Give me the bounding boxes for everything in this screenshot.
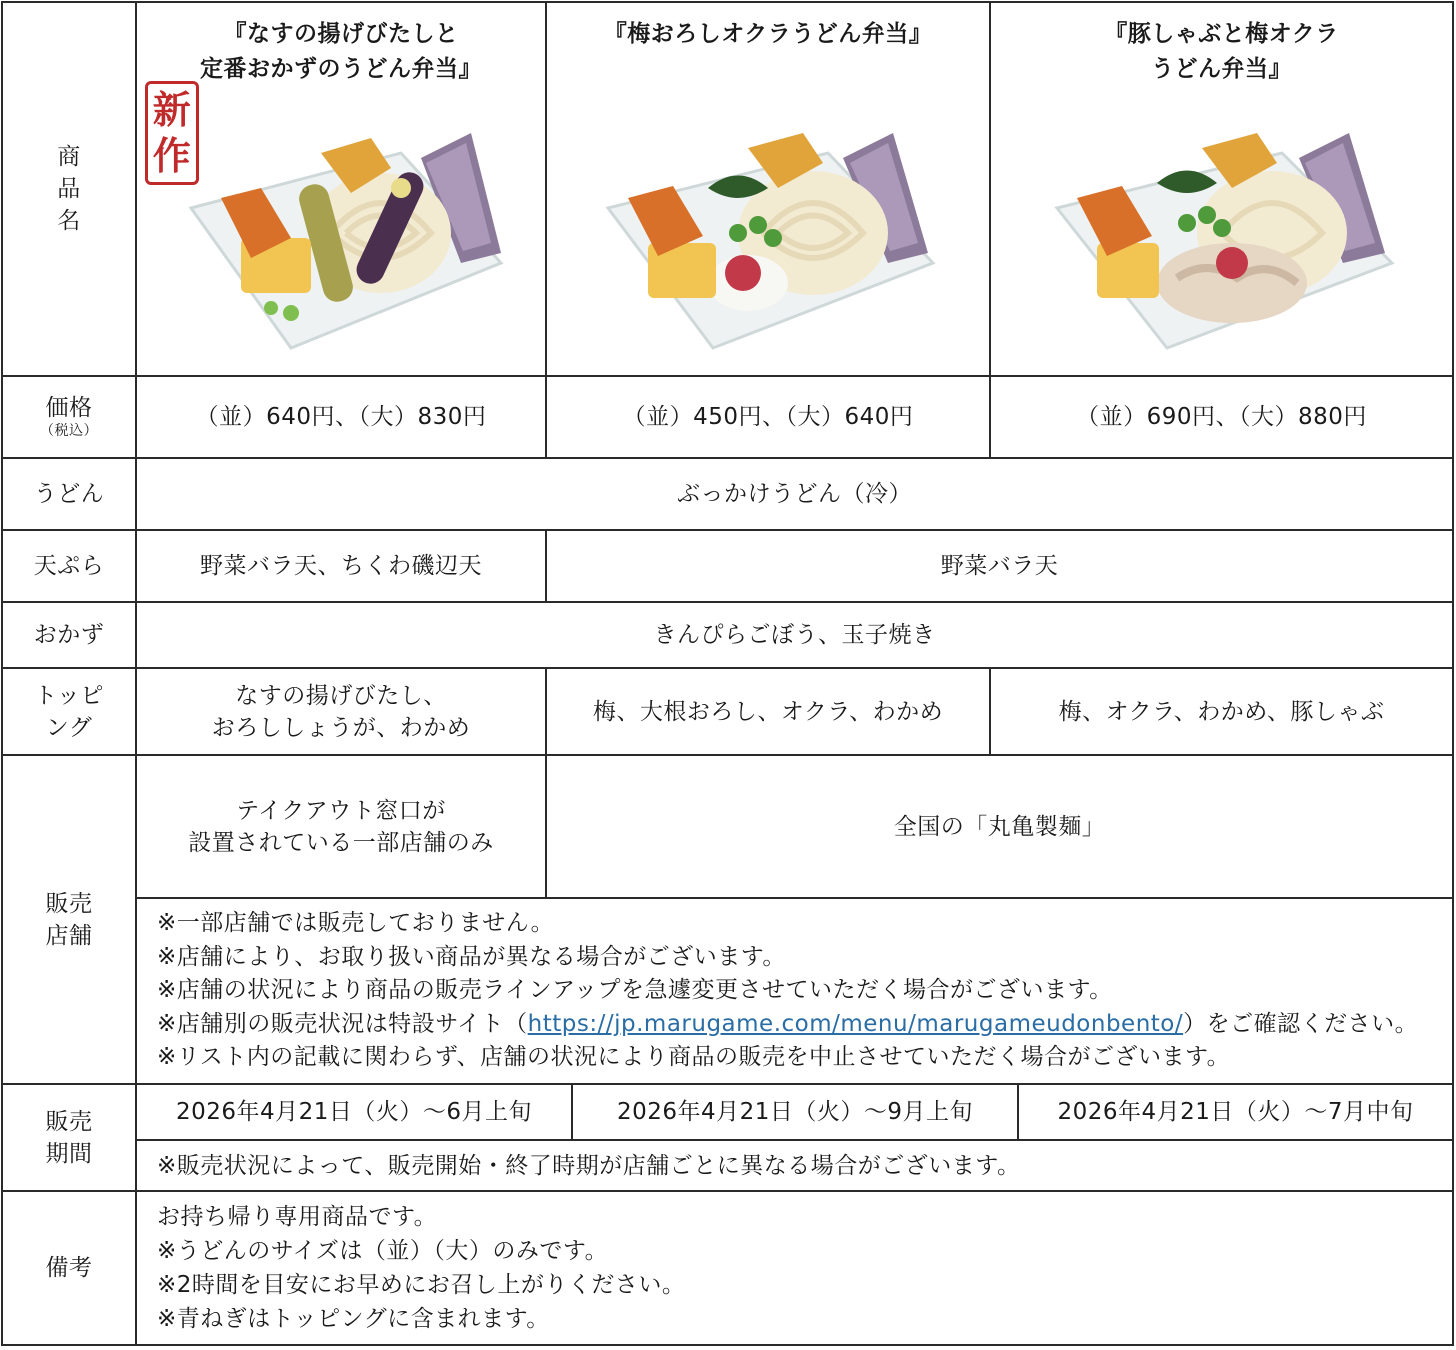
product-cell-3 — [990, 2, 1453, 376]
remarks — [136, 1191, 1453, 1345]
remark-2: ※うどんのサイズは（並）（大）のみです。 — [157, 1238, 609, 1264]
product-cell-1 — [136, 2, 546, 376]
special-site-link[interactable]: https://jp.marugame.com/menu/marugameudonbento/ — [527, 1010, 1184, 1037]
period-dates — [136, 1084, 1453, 1140]
row-label-product: 商 品 名 — [2, 2, 136, 376]
butashabu-bento-photo — [1037, 113, 1407, 363]
remark-3: ※2時間を目安にお早めにお召し上がりください。 — [157, 1272, 686, 1298]
remark-1: お持ち帰り専用商品です。 — [157, 1204, 438, 1230]
row-period-note — [2, 1140, 1453, 1191]
ume-okra-bento-photo — [588, 113, 948, 363]
row-label-udon: うどん — [2, 458, 136, 530]
tempura-23: 野菜バラ天 — [546, 530, 1453, 602]
row-topping — [2, 668, 1453, 755]
row-label-remarks: 備考 — [2, 1191, 136, 1345]
store-23: 全国の「丸亀製麺」 — [546, 755, 1453, 898]
store-note-3: ※店舗の状況により商品の販売ラインアップを急遽変更させていただく場合がございます。 — [157, 977, 1113, 1004]
period-1: 2026年4月21日（火）～6月上旬 — [137, 1085, 573, 1139]
period-2: 2026年4月21日（火）～9月上旬 — [573, 1085, 1019, 1139]
nasu-bento-photo — [171, 113, 511, 363]
row-product-name — [2, 2, 1453, 376]
row-store — [2, 755, 1453, 898]
row-tempura — [2, 530, 1453, 602]
row-period — [2, 1084, 1453, 1140]
row-okazu — [2, 602, 1453, 668]
store-notes — [136, 898, 1453, 1084]
row-label-price: 価格 （税込） — [2, 376, 136, 458]
row-label-period: 販売 期間 — [2, 1084, 136, 1191]
store-note-5: ※リスト内の記載に関わらず、店舗の状況により商品の販売を中止させていただく場合がございます。 — [157, 1044, 1231, 1071]
store-1: テイクアウト窓口が 設置されている一部店舗のみ — [136, 755, 546, 898]
price-3: （並）690円、（大）880円 — [990, 376, 1453, 458]
topping-3: 梅、オクラ、わかめ、豚しゃぶ — [990, 668, 1453, 755]
price-2: （並）450円、（大）640円 — [546, 376, 990, 458]
new-item-stamp: 新 作 — [145, 81, 199, 185]
row-label-tempura: 天ぷら — [2, 530, 136, 602]
product-spec-table — [1, 1, 1454, 1346]
remark-4: ※青ねぎはトッピングに含まれます。 — [157, 1306, 550, 1332]
topping-2: 梅、大根おろし、オクラ、わかめ — [546, 668, 990, 755]
row-label-okazu: おかず — [2, 602, 136, 668]
product-name-1: 『なすの揚げびたしと 定番おかずのうどん弁当』 — [200, 21, 482, 82]
udon-value: ぶっかけうどん（冷） — [136, 458, 1453, 530]
product-name-3: 『豚しゃぶと梅オクラ うどん弁当』 — [1104, 21, 1339, 82]
row-label-store: 販売 店舗 — [2, 755, 136, 1084]
store-note-1: ※一部店舗では販売しておりません。 — [157, 910, 555, 937]
tempura-1: 野菜バラ天、ちくわ磯辺天 — [136, 530, 546, 602]
row-remarks — [2, 1191, 1453, 1345]
product-cell-2 — [546, 2, 990, 376]
row-store-notes — [2, 898, 1453, 1084]
store-note-4: ※店舗別の販売状況は特設サイト（https://jp.marugame.com/menu/marugameudonbento/）をご確認ください。 — [157, 1010, 1419, 1037]
row-udon — [2, 458, 1453, 530]
okazu-value: きんぴらごぼう、玉子焼き — [136, 602, 1453, 668]
period-note: ※販売状況によって、販売開始・終了時期が店舗ごとに異なる場合がございます。 — [136, 1140, 1453, 1191]
product-name-2: 『梅おろしオクラうどん弁当』 — [603, 21, 933, 47]
row-label-topping: トッピ ング — [2, 668, 136, 755]
topping-1: なすの揚げびたし、 おろししょうが、わかめ — [136, 668, 546, 755]
period-3: 2026年4月21日（火）～7月中旬 — [1057, 1099, 1414, 1125]
price-1: （並）640円、（大）830円 — [136, 376, 546, 458]
row-price — [2, 376, 1453, 458]
store-note-2: ※店舗により、お取り扱い商品が異なる場合がございます。 — [157, 943, 786, 970]
